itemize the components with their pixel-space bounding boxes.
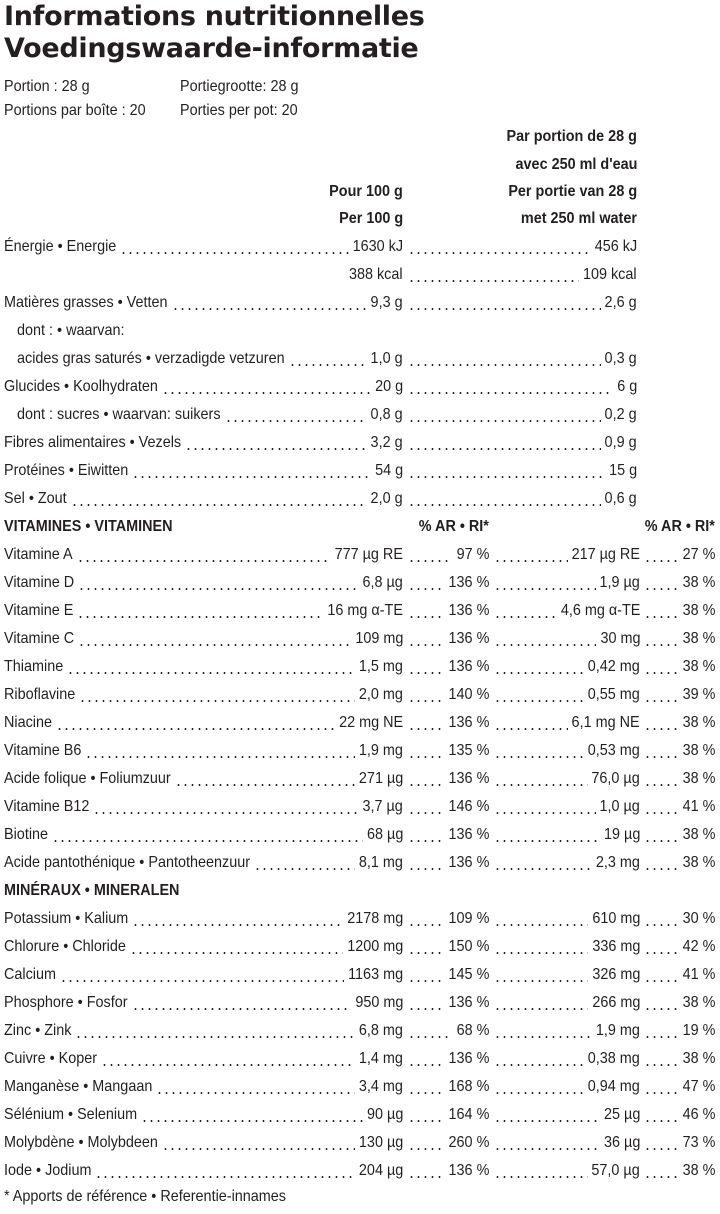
per-portion-percent-ri: 41 % — [682, 966, 715, 983]
per-portion-value: 1,0 µg — [599, 798, 640, 815]
per-100g-value: 9,3 g — [370, 294, 403, 311]
per-100g-value: 54 g — [374, 462, 403, 479]
per-100g-value: 1,9 mg — [358, 742, 403, 759]
footnote: * Apports de référence • Referentie-innames — [4, 1188, 286, 1205]
dot-leader — [79, 700, 355, 702]
per-portion-value: 217 µg RE — [571, 546, 640, 563]
dot-leader — [644, 1008, 678, 1010]
per-portion-value: 336 mg — [591, 938, 640, 955]
dot-leader — [644, 980, 678, 982]
per-portion-percent-ri: 27 % — [682, 546, 715, 563]
per-portion-percent-ri: 38 % — [682, 1050, 715, 1067]
dot-leader — [644, 1064, 678, 1066]
per-100g-value: 1,0 g — [370, 350, 403, 367]
per-portion-value: 36 µg — [603, 1134, 640, 1151]
per-portion-percent-ri: 38 % — [682, 714, 715, 731]
per-portion-value: 25 µg — [603, 1106, 640, 1123]
dot-leader — [494, 812, 596, 814]
per-portion-value: 326 mg — [591, 966, 640, 983]
per-portion-value: 15 g — [608, 462, 637, 479]
dot-leader — [408, 476, 605, 478]
per-100g-percent-ri: 109 % — [448, 910, 489, 927]
dot-leader — [494, 672, 584, 674]
per-100g-value: 1163 mg — [348, 966, 403, 983]
dot-leader — [494, 980, 588, 982]
nutrient-label: Vitamine C — [4, 630, 75, 647]
dot-leader — [644, 672, 678, 674]
dot-leader — [78, 644, 351, 646]
dot-leader — [644, 924, 678, 926]
per-portion-percent-ri: 46 % — [682, 1106, 715, 1123]
dot-leader — [408, 952, 444, 954]
dot-leader — [254, 868, 355, 870]
dot-leader — [494, 644, 596, 646]
per-100g-value: 1,5 mg — [358, 658, 403, 675]
per-portion-value: 610 mg — [591, 910, 640, 927]
dot-leader — [644, 700, 678, 702]
per-100g-percent-ri: 136 % — [448, 994, 489, 1011]
per-portion-value: 4,6 mg α-TE — [560, 602, 640, 619]
dot-leader — [408, 784, 444, 786]
dot-leader — [75, 1036, 355, 1038]
dot-leader — [77, 560, 331, 562]
nutrient-label: Cuivre • Koper — [4, 1050, 98, 1067]
per-100g-value: 6,8 µg — [362, 574, 403, 591]
per-100g-value: 109 mg — [354, 630, 403, 647]
dot-leader — [95, 1176, 354, 1178]
dot-leader — [644, 1148, 678, 1150]
per-portion-value: 2,6 g — [604, 294, 637, 311]
dot-leader — [408, 756, 444, 758]
dot-leader — [225, 420, 367, 422]
per-portion-percent-ri: 38 % — [682, 742, 715, 759]
per-portion-value: 456 kJ — [594, 238, 637, 255]
dot-leader — [408, 308, 601, 310]
per-100g-value: 16 mg α-TE — [327, 602, 403, 619]
nutrient-label: Fibres alimentaires • Vezels — [4, 434, 182, 451]
nutrient-label: Vitamine E — [4, 602, 74, 619]
per-100g-percent-ri: 145 % — [448, 966, 489, 983]
per-100g-value: 1,4 mg — [358, 1050, 403, 1067]
dot-leader — [644, 784, 678, 786]
per-portion-value: 0,42 mg — [587, 658, 640, 675]
dot-leader — [408, 448, 601, 450]
dot-leader — [494, 1120, 600, 1122]
per-100g-percent-ri: 136 % — [448, 1162, 489, 1179]
per-portion-value: 0,2 g — [604, 406, 637, 423]
dot-leader — [644, 728, 678, 730]
dot-leader — [67, 672, 355, 674]
nutrient-label: Sélénium • Selenium — [4, 1106, 138, 1123]
header-portion-fr-line1: Par portion de 28 g — [506, 128, 637, 145]
per-portion-value: 0,53 mg — [587, 742, 640, 759]
per-100g-percent-ri: 168 % — [448, 1078, 489, 1095]
dot-leader — [408, 420, 601, 422]
per-portion-percent-ri: 38 % — [682, 994, 715, 1011]
title-fr: Informations nutritionnelles — [4, 1, 425, 32]
dot-leader — [494, 700, 584, 702]
per-portion-percent-ri: 38 % — [682, 854, 715, 871]
dot-leader — [644, 644, 678, 646]
per-100g-value: 271 µg — [358, 770, 403, 787]
dot-leader — [644, 840, 678, 842]
dot-leader — [408, 980, 444, 982]
dot-leader — [494, 1008, 588, 1010]
dot-leader — [494, 924, 588, 926]
dot-leader — [408, 504, 601, 506]
header-per100-fr: Pour 100 g — [329, 183, 403, 200]
servings-per-container-nl: Porties per pot: 20 — [180, 102, 298, 119]
per-100g-value: 3,4 mg — [358, 1078, 403, 1095]
minerals-heading: MINÉRAUX • MINERALEN — [4, 882, 180, 899]
dot-leader — [408, 616, 444, 618]
per-portion-percent-ri: 38 % — [682, 574, 715, 591]
per-100g-percent-ri: 136 % — [448, 770, 489, 787]
per-100g-value: 0,8 g — [370, 406, 403, 423]
per-portion-percent-ri: 38 % — [682, 1162, 715, 1179]
dot-leader — [162, 1148, 355, 1150]
nutrient-label: Zinc • Zink — [4, 1022, 72, 1039]
dot-leader — [56, 728, 335, 730]
dot-leader — [494, 1064, 584, 1066]
dot-leader — [78, 588, 358, 590]
per-100g-percent-ri: 136 % — [448, 574, 489, 591]
per-portion-value: 1,9 µg — [599, 574, 640, 591]
per-100g-percent-ri: 260 % — [448, 1134, 489, 1151]
nutrient-label: Glucides • Koolhydraten — [4, 378, 158, 395]
dot-leader — [408, 672, 444, 674]
per-portion-value: 6 g — [616, 378, 637, 395]
nutrient-label: Niacine — [4, 714, 53, 731]
dot-leader — [408, 1176, 444, 1178]
dot-leader — [644, 756, 678, 758]
dot-leader — [644, 1120, 678, 1122]
dot-leader — [408, 1092, 444, 1094]
per-100g-percent-ri: 136 % — [448, 714, 489, 731]
per-portion-percent-ri: 42 % — [682, 938, 715, 955]
per-portion-percent-ri: 38 % — [682, 826, 715, 843]
per-100g-percent-ri: 136 % — [448, 1050, 489, 1067]
nutrient-label: Manganèse • Mangaan — [4, 1078, 153, 1095]
dot-leader — [408, 1036, 452, 1038]
per-portion-value: 0,94 mg — [587, 1078, 640, 1095]
nutrient-label: dont : • waarvan: — [17, 322, 125, 339]
per-portion-value: 57,0 µg — [591, 1162, 640, 1179]
per-portion-value: 76,0 µg — [591, 770, 640, 787]
dot-leader — [185, 448, 367, 450]
per-portion-value: 0,6 g — [604, 490, 637, 507]
dot-leader — [132, 1008, 351, 1010]
vitamins-heading: VITAMINES • VITAMINEN — [4, 518, 173, 535]
dot-leader — [120, 252, 348, 254]
percent-ri-header-per-portion: % AR • RI* — [644, 518, 715, 535]
nutrient-label: Calcium — [4, 966, 57, 983]
dot-leader — [408, 1064, 444, 1066]
per-100g-percent-ri: 136 % — [448, 854, 489, 871]
nutrient-label: Iode • Jodium — [4, 1162, 92, 1179]
dot-leader — [60, 980, 344, 982]
nutrient-label: Sel • Zout — [4, 490, 67, 507]
dot-leader — [289, 364, 367, 366]
per-100g-percent-ri: 97 % — [456, 546, 489, 563]
nutrient-label: Riboflavine — [4, 686, 76, 703]
dot-leader — [52, 840, 363, 842]
dot-leader — [494, 868, 592, 870]
dot-leader — [408, 392, 613, 394]
dot-leader — [644, 588, 678, 590]
per-100g-value: 1200 mg — [346, 938, 403, 955]
per-100g-percent-ri: 136 % — [448, 602, 489, 619]
nutrient-label: Acide folique • Foliumzuur — [4, 770, 171, 787]
nutrient-label: Molybdène • Molybdeen — [4, 1134, 158, 1151]
per-100g-value: 90 µg — [366, 1106, 403, 1123]
per-portion-value: 6,1 mg NE — [571, 714, 640, 731]
nutrient-label: Phosphore • Fosfor — [4, 994, 128, 1011]
nutrient-label: Protéines • Eiwitten — [4, 462, 129, 479]
per-100g-value: 68 µg — [366, 826, 403, 843]
per-100g-percent-ri: 136 % — [448, 826, 489, 843]
per-100g-value: 2178 mg — [346, 910, 403, 927]
dot-leader — [644, 1092, 678, 1094]
per-portion-value: 0,3 g — [604, 350, 637, 367]
per-portion-value: 19 µg — [603, 826, 640, 843]
dot-leader — [644, 1036, 678, 1038]
nutrient-label: Potassium • Kalium — [4, 910, 129, 927]
dot-leader — [408, 280, 579, 282]
per-100g-percent-ri: 136 % — [448, 630, 489, 647]
per-100g-percent-ri: 136 % — [448, 658, 489, 675]
dot-leader — [494, 756, 584, 758]
per-100g-value: 950 mg — [354, 994, 403, 1011]
dot-leader — [77, 616, 323, 618]
per-100g-value: 2,0 mg — [358, 686, 403, 703]
dot-leader — [408, 560, 452, 562]
title-nl: Voedingswaarde-informatie — [4, 33, 419, 64]
per-100g-value: 22 mg NE — [338, 714, 403, 731]
dot-leader — [175, 784, 355, 786]
nutrient-label: Thiamine — [4, 658, 64, 675]
per-portion-value: 30 mg — [599, 630, 640, 647]
dot-leader — [494, 560, 568, 562]
per-portion-percent-ri: 73 % — [682, 1134, 715, 1151]
per-100g-percent-ri: 68 % — [456, 1022, 489, 1039]
dot-leader — [494, 1148, 600, 1150]
dot-leader — [408, 1148, 444, 1150]
per-portion-percent-ri: 41 % — [682, 798, 715, 815]
per-portion-percent-ri: 38 % — [682, 602, 715, 619]
per-portion-percent-ri: 38 % — [682, 770, 715, 787]
percent-ri-header-per-100g: % AR • RI* — [418, 518, 489, 535]
per-portion-value: 266 mg — [591, 994, 640, 1011]
dot-leader — [132, 924, 343, 926]
per-portion-value: 0,38 mg — [587, 1050, 640, 1067]
per-portion-value: 0,9 g — [604, 434, 637, 451]
dot-leader — [408, 1120, 444, 1122]
nutrient-label: Vitamine B12 — [4, 798, 90, 815]
dot-leader — [408, 728, 444, 730]
dot-leader — [408, 700, 444, 702]
per-100g-value: 8,1 mg — [358, 854, 403, 871]
per-100g-value: 130 µg — [358, 1134, 403, 1151]
dot-leader — [494, 728, 568, 730]
dot-leader — [644, 560, 678, 562]
per-100g-percent-ri: 146 % — [448, 798, 489, 815]
dot-leader — [162, 392, 371, 394]
dot-leader — [101, 1064, 355, 1066]
dot-leader — [71, 504, 367, 506]
per-portion-percent-ri: 30 % — [682, 910, 715, 927]
dot-leader — [132, 476, 371, 478]
dot-leader — [644, 616, 678, 618]
dot-leader — [644, 1176, 678, 1178]
nutrient-label: acides gras saturés • verzadigde vetzuren — [17, 350, 285, 367]
per-100g-value: 3,7 µg — [362, 798, 403, 815]
per-100g-value: 20 g — [374, 378, 403, 395]
nutrient-label: Vitamine A — [4, 546, 73, 563]
dot-leader — [494, 1092, 584, 1094]
dot-leader — [408, 840, 444, 842]
per-100g-value: 388 kcal — [349, 266, 403, 283]
dot-leader — [644, 868, 678, 870]
dot-leader — [156, 1092, 355, 1094]
per-portion-percent-ri: 38 % — [682, 658, 715, 675]
per-100g-value: 3,2 g — [370, 434, 403, 451]
per-100g-value: 6,8 mg — [358, 1022, 403, 1039]
nutrient-label: Énergie • Energie — [4, 238, 117, 255]
nutrient-label: dont : sucres • waarvan: suikers — [17, 406, 221, 423]
dot-leader — [494, 616, 556, 618]
header-portion-fr-line2: avec 250 ml d'eau — [515, 156, 637, 173]
per-100g-value: 2,0 g — [370, 490, 403, 507]
dot-leader — [494, 952, 588, 954]
per-portion-value: 1,9 mg — [595, 1022, 640, 1039]
nutrient-label: Acide pantothénique • Pantotheenzuur — [4, 854, 251, 871]
nutrient-label: Chlorure • Chloride — [4, 938, 126, 955]
dot-leader — [494, 588, 596, 590]
dot-leader — [93, 812, 358, 814]
dot-leader — [408, 812, 444, 814]
serving-size-nl: Portiegrootte: 28 g — [180, 78, 299, 95]
dot-leader — [408, 644, 444, 646]
dot-leader — [408, 252, 591, 254]
per-portion-percent-ri: 38 % — [682, 630, 715, 647]
per-100g-value: 777 µg RE — [334, 546, 403, 563]
dot-leader — [408, 588, 444, 590]
dot-leader — [141, 1120, 363, 1122]
dot-leader — [494, 1176, 588, 1178]
dot-leader — [494, 840, 600, 842]
dot-leader — [408, 364, 601, 366]
per-100g-percent-ri: 140 % — [448, 686, 489, 703]
per-portion-percent-ri: 47 % — [682, 1078, 715, 1095]
serving-size-fr: Portion : 28 g — [4, 78, 90, 95]
dot-leader — [85, 756, 355, 758]
per-portion-percent-ri: 39 % — [682, 686, 715, 703]
per-100g-value: 1630 kJ — [352, 238, 403, 255]
dot-leader — [408, 924, 444, 926]
nutrient-label: Vitamine B6 — [4, 742, 82, 759]
dot-leader — [408, 1008, 444, 1010]
header-portion-nl-line1: Per portie van 28 g — [508, 183, 637, 200]
dot-leader — [408, 868, 444, 870]
per-portion-value: 2,3 mg — [595, 854, 640, 871]
header-per100-nl: Per 100 g — [338, 210, 403, 227]
dot-leader — [494, 1036, 592, 1038]
header-portion-nl-line2: met 250 ml water — [520, 210, 637, 227]
dot-leader — [494, 784, 588, 786]
dot-leader — [172, 308, 367, 310]
per-100g-percent-ri: 135 % — [448, 742, 489, 759]
nutrient-label: Vitamine D — [4, 574, 75, 591]
per-100g-percent-ri: 150 % — [448, 938, 489, 955]
per-100g-value: 204 µg — [358, 1162, 403, 1179]
per-portion-value: 109 kcal — [583, 266, 637, 283]
dot-leader — [644, 952, 678, 954]
dot-leader — [130, 952, 343, 954]
dot-leader — [644, 812, 678, 814]
per-portion-percent-ri: 19 % — [682, 1022, 715, 1039]
servings-per-container-fr: Portions par boîte : 20 — [4, 102, 146, 119]
nutrient-label: Biotine — [4, 826, 49, 843]
per-portion-value: 0,55 mg — [587, 686, 640, 703]
nutrient-label: Matières grasses • Vetten — [4, 294, 168, 311]
per-100g-percent-ri: 164 % — [448, 1106, 489, 1123]
